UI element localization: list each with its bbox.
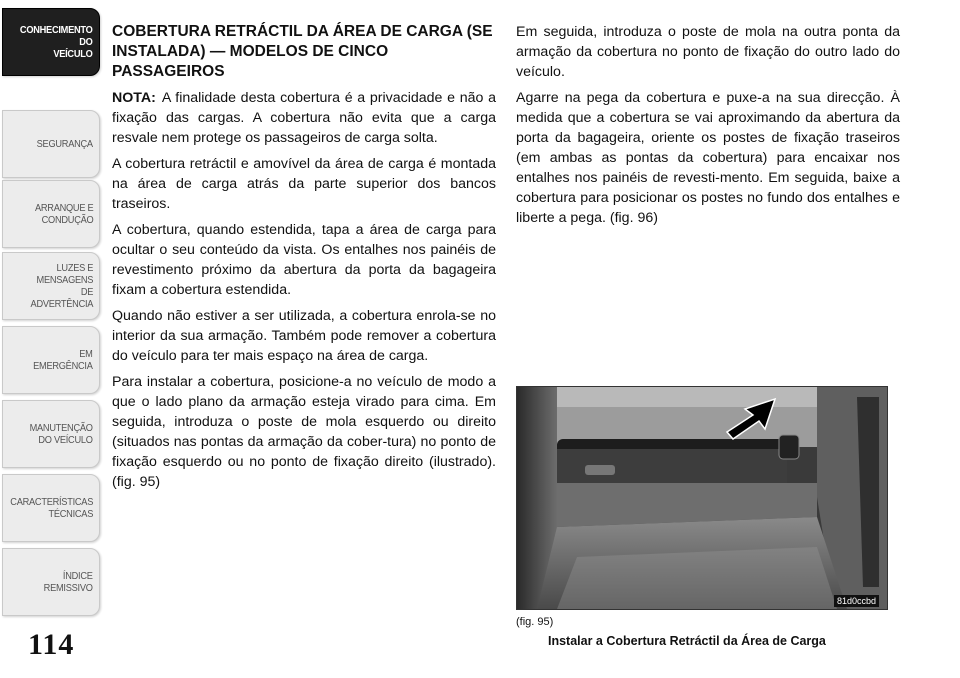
tab-luzes-e-mensagens[interactable] xyxy=(2,252,100,320)
chapter-sidebar xyxy=(0,0,104,678)
tab-arranque-e-conducao[interactable] xyxy=(2,180,100,248)
note-paragraph xyxy=(112,88,496,148)
tab-label: ÍNDICE REMISSIVO xyxy=(44,570,93,594)
body-paragraph: Agarre na pega da cobertura e puxe-a na sua direcção. À medida que a cobertura se vai aproximando da abertura da porta da bagageira, oriente os postes de fixação traseiros (em ambas as pontas da cobertura) para encaixar nos entalhes nos painéis de revesti-mento. Em seguida, baixe a cobertura para posicionar os postes no fundo dos entalhes e liberte a pega. (fig. 96) xyxy=(516,90,900,226)
tab-indice-remissivo[interactable] xyxy=(2,548,100,616)
section-heading: COBERTURA RETRÁCTIL DA ÁREA DE CARGA (SE INSTALADA) — MODELOS DE CINCO PASSAGEIROS xyxy=(112,23,493,80)
tab-label: ARRANQUE E CONDUÇÃO xyxy=(34,202,93,226)
tab-seguranca[interactable] xyxy=(2,110,100,178)
figure-code: 81d0ccbd xyxy=(834,595,879,607)
left-column xyxy=(112,22,496,498)
tab-label: LUZES E MENSAGENS DE ADVERTÊNCIA xyxy=(30,262,93,310)
tab-label: MANUTENÇÃO DO VEÍCULO xyxy=(29,422,93,446)
figure-number: (fig. 95) xyxy=(516,616,554,628)
tab-em-emergencia[interactable] xyxy=(2,326,100,394)
tab-label: EM EMERGÊNCIA xyxy=(33,348,93,372)
figure-cargo-cover xyxy=(516,386,888,610)
tab-manutencao-do-veiculo[interactable] xyxy=(2,400,100,468)
figure-caption: Instalar a Cobertura Retráctil da Área de Carga xyxy=(548,634,826,648)
tab-caracteristicas-tecnicas[interactable] xyxy=(2,474,100,542)
tab-conhecimento-do-veiculo[interactable] xyxy=(2,8,100,76)
tab-label: SEGURANÇA xyxy=(36,138,93,150)
note-text: A finalidade desta cobertura é a privacidade e não a fixação das cargas. A cobertura não evita que a carga resvale nem protege os passageiros de carga solta. xyxy=(112,90,496,146)
body-paragraph: A cobertura, quando estendida, tapa a área de carga para ocultar o seu conteúdo da vista. Os entalhes nos painéis de revestimento próximo da abertura da porta da bagageira fixam a cobertura estendida. xyxy=(112,222,496,298)
tab-label: CONHECIMENTO DO VEÍCULO xyxy=(20,24,93,60)
body-paragraph: A cobertura retráctil e amovível da área de carga é montada na área de carga atrás da parte superior dos bancos traseiros. xyxy=(112,156,496,212)
note-label: NOTA: xyxy=(112,90,156,106)
body-paragraph: Em seguida, introduza o poste de mola na outra ponta da armação da cobertura no ponto de fixação do outro lado do veículo. xyxy=(516,24,900,80)
right-column xyxy=(516,22,900,234)
cargo-area-illustration xyxy=(517,387,887,609)
body-paragraph: Quando não estiver a ser utilizada, a cobertura enrola-se no interior da sua armação. Também pode remover a cobertura do veículo para ter mais espaço na área de carga. xyxy=(112,308,496,364)
page-number: 114 xyxy=(28,628,75,661)
body-paragraph: Para instalar a cobertura, posicione-a no veículo de modo a que o lado plano da armação esteja virado para cima. Em seguida, introduza o poste de mola esquerdo ou direito (situados nas pontas da armação da cober-tura) no ponto de fixação esquerdo ou no ponto de fixação direito (ilustrado). (fig. 95) xyxy=(112,374,496,490)
tab-label: CARACTERÍSTICAS TÉCNICAS xyxy=(10,496,93,520)
